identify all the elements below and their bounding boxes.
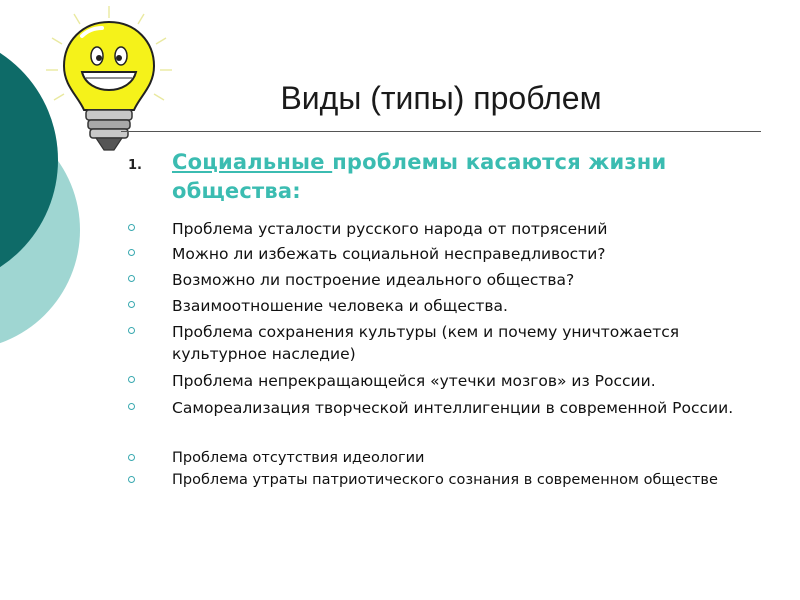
list-item-text: Проблема усталости русского народа от потрясений	[172, 220, 608, 238]
list-item-text: Проблема непрекращающейся «утечки мозгов» из России.	[172, 372, 656, 390]
bullet-icon	[128, 301, 135, 308]
title-divider	[121, 131, 761, 132]
list-item-text: Проблема сохранения культуры (кем и почему уничтожается культурное наследие)	[172, 323, 680, 363]
bullet-icon	[128, 376, 135, 383]
bullet-icon	[128, 403, 135, 410]
lightbulb-smiley-icon	[44, 4, 174, 164]
section-heading-lead: Социальные	[172, 150, 333, 174]
section-number: 1.	[128, 158, 142, 173]
list-item-text: Взаимоотношение человека и общества.	[172, 297, 508, 315]
slide-title: Виды (типы) проблем	[280, 80, 602, 116]
list-item-text: Проблема отсутствия идеологии	[172, 450, 425, 466]
bullet-icon	[128, 249, 135, 256]
list-item-text: Самореализация творческой интеллигенции в современной России.	[172, 399, 734, 417]
section-heading-rest: проблемы касаются жизни общества:	[172, 150, 667, 203]
bullet-icon	[128, 476, 135, 483]
section-heading	[172, 148, 732, 206]
list-item-text: Проблема утраты патриотического сознания в современном обществе	[172, 472, 718, 488]
list-item-text: Возможно ли построение идеального общества?	[172, 271, 575, 289]
bullet-icon	[128, 275, 135, 282]
bullet-icon	[128, 454, 135, 461]
bullet-icon	[128, 224, 135, 231]
bullet-icon	[128, 327, 135, 334]
list-item-text: Можно ли избежать социальной несправедливости?	[172, 245, 606, 263]
